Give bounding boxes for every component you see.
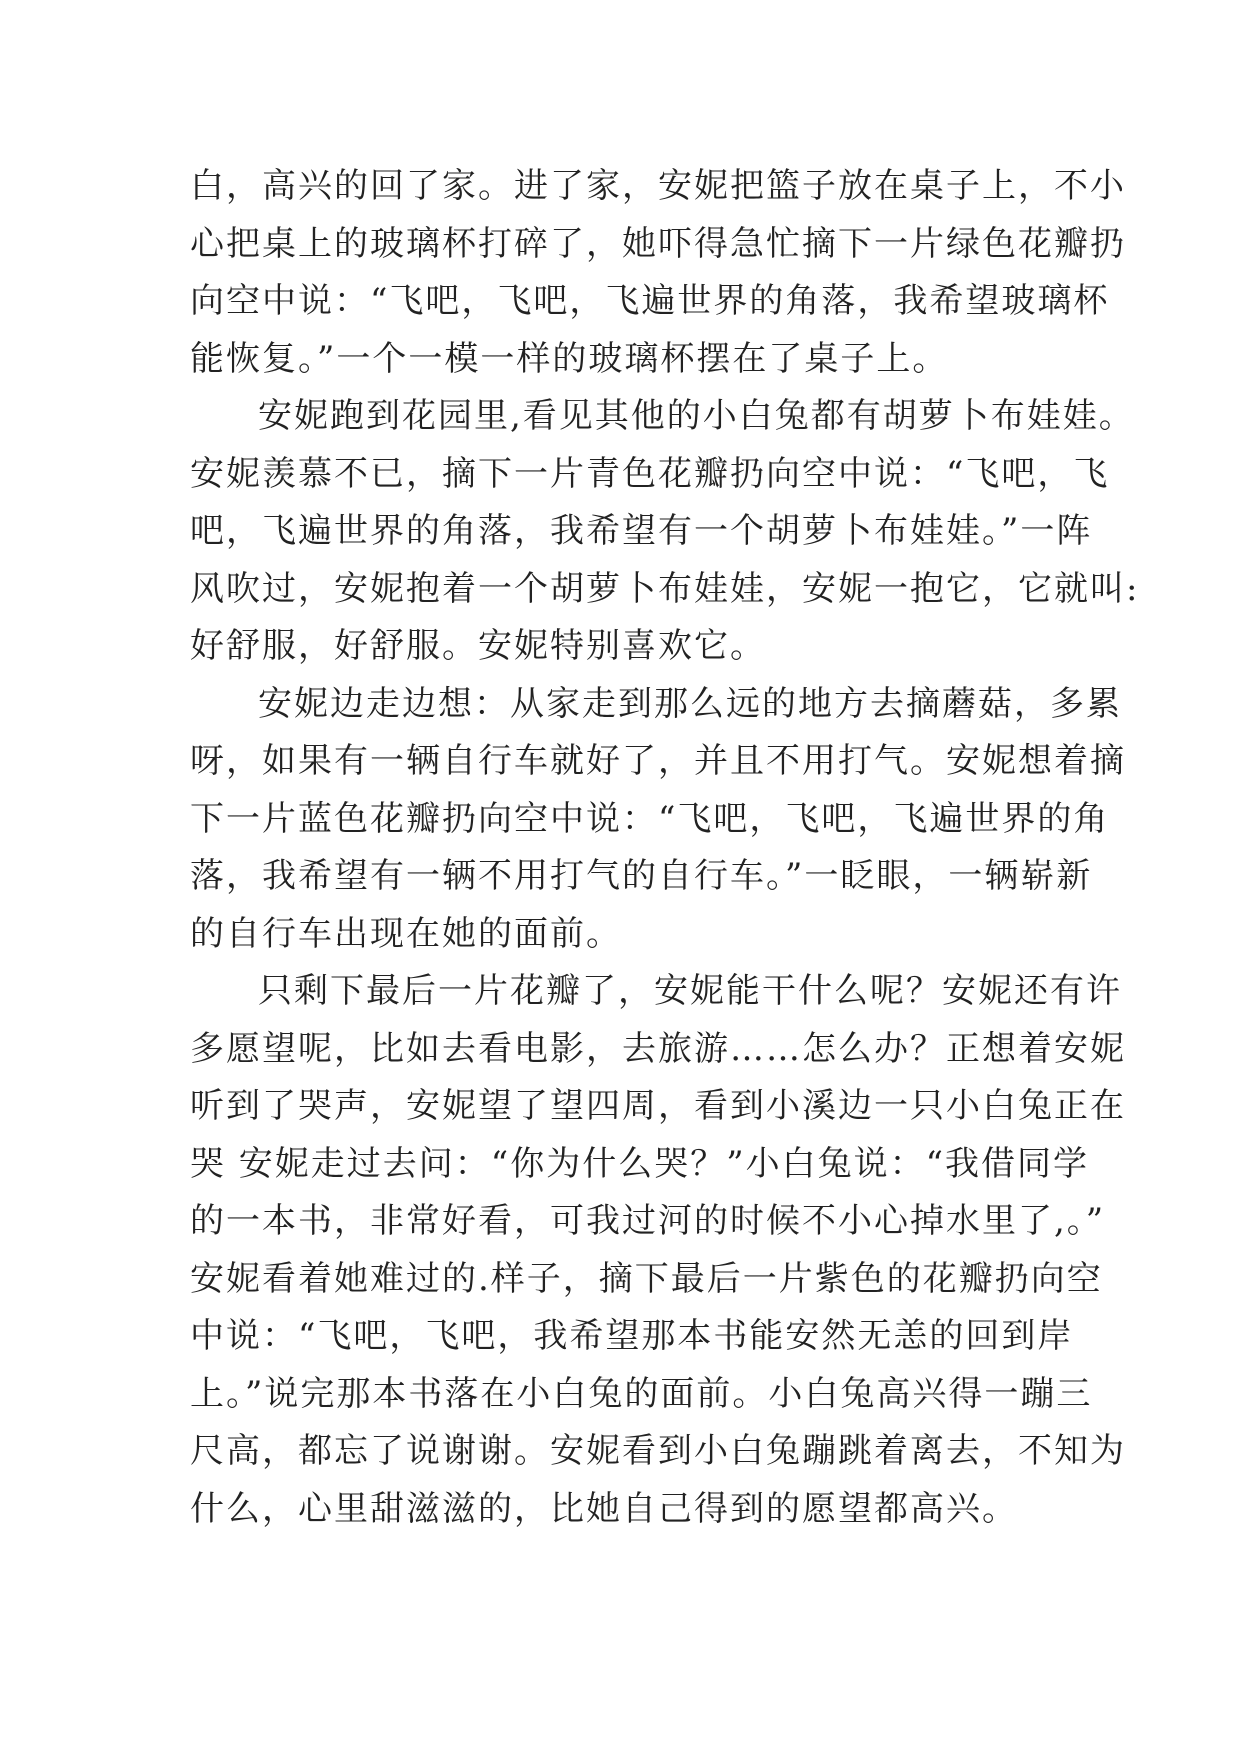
text-line: 白，高兴的回了家。进了家，安妮把篮子放在桌子上，不小 [190,166,1126,206]
text-line: 安妮羡慕不已，摘下一片青色花瓣扔向空中说：“飞吧，飞 [190,453,1110,494]
text-line: 的一本书，非常好看，可我过河的时候不小心掉水里了,。” [190,1201,1106,1241]
text-line: 听到了哭声，安妮望了望四周，看到小溪边一只小白兔正在 [190,1086,1126,1126]
text-line: 落，我希望有一辆不用打气的自行车。”一眨眼，一辆崭新 [190,856,1093,896]
text-line: 风吹过，安妮抱着一个胡萝卜布娃娃，安妮一抱它，它就叫: [190,568,1140,609]
text-line: 的自行车出现在她的面前。 [190,913,622,954]
text-line: 中说：“飞吧，飞吧，我希望那本书能安然无恙的回到岸 [190,1316,1074,1356]
text-line: 能恢复。”一个一模一样的玻璃杯摆在了桌子上。 [190,338,949,379]
text-line: 吧，飞遍世界的角落，我希望有一个胡萝卜布娃娃。”一阵 [190,511,1093,551]
text-line: 好舒服，好舒服。安妮特别喜欢它。 [190,626,766,666]
text-line: 心把桌上的玻璃杯打碎了，她吓得急忙摘下一片绿色花瓣扔 [190,223,1126,264]
story-text [190,158,1140,1538]
paragraph-first-line: 安妮跑到花园里,看见其他的小白兔都有胡萝卜布娃娃。 [258,396,1135,436]
text-line: 呀，如果有一辆自行车就好了，并且不用打气。安妮想着摘 [190,741,1126,781]
paragraph-first-line: 只剩下最后一片花瓣了，安妮能干什么呢？安妮还有许 [258,971,1122,1011]
text-line: 尺高，都忘了说谢谢。安妮看到小白兔蹦跳着离去，不知为 [190,1431,1126,1471]
text-line: 哭 安妮走过去问：“你为什么哭？”小白兔说：“我借同学 [190,1143,1089,1184]
text-line: 安妮看着她难过的.样子，摘下最后一片紫色的花瓣扔向空 [190,1258,1103,1299]
paragraph-first-line: 安妮边走边想：从家走到那么远的地方去摘蘑菇，多累 [258,683,1122,724]
text-line: 什么，心里甜滋滋的，比她自己得到的愿望都高兴。 [190,1488,1018,1529]
text-line: 向空中说：“飞吧，飞吧，飞遍世界的角落，我希望玻璃杯 [190,281,1110,321]
text-line: 多愿望呢，比如去看电影，去旅游……怎么办？正想着安妮 [190,1028,1126,1069]
text-line: 上。”说完那本书落在小白兔的面前。小白兔高兴得一蹦三 [190,1373,1093,1414]
text-line: 下一片蓝色花瓣扔向空中说：“飞吧，飞吧，飞遍世界的角 [190,798,1110,839]
